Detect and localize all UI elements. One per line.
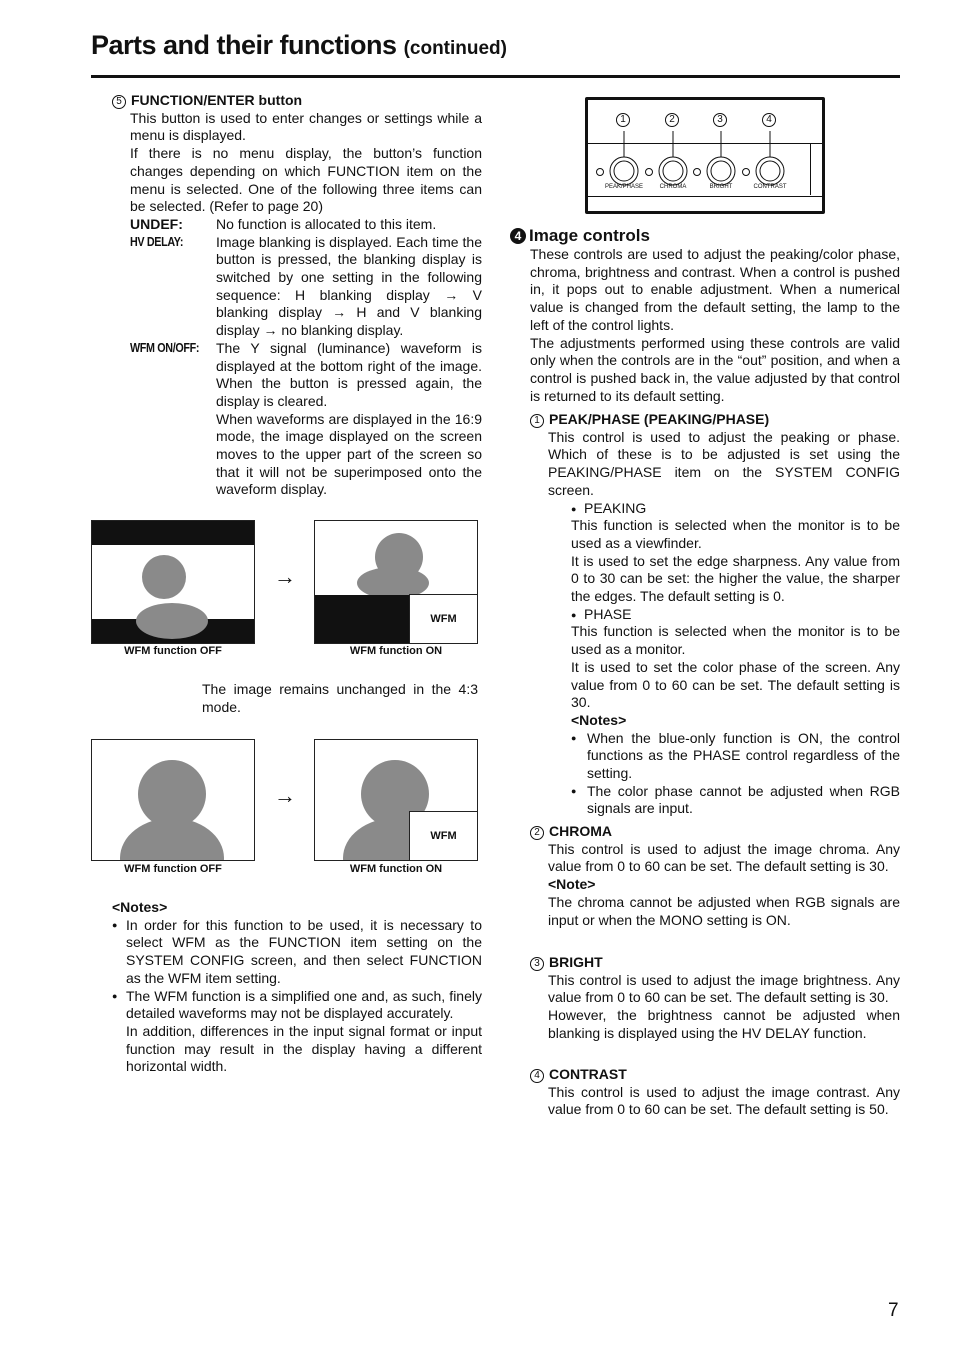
contrast-heading-text: CONTRAST — [549, 1066, 627, 1082]
peak-phase-heading — [530, 411, 900, 429]
hv-delay-body: Image blanking is displayed. Each time the button is pressed, the blanking display is switched by one setting in the following sequence: H blanking display → V blanking display → H and V blanking display → no blanking display. — [216, 233, 482, 339]
circled-number-3: 3 — [530, 957, 544, 971]
peak-phase-section — [530, 411, 900, 818]
function-enter-heading-text: FUNCTION/ENTER button — [131, 92, 303, 108]
panel-number-4: 4 — [762, 113, 776, 127]
wfm-onoff-definition — [130, 340, 482, 499]
peaking-paragraph-1: This function is selected when the monitor is to be used as a viewfinder. — [571, 517, 900, 551]
function-enter-heading — [112, 92, 482, 110]
chroma-heading — [530, 823, 900, 841]
panel-number-2: 2 — [665, 113, 679, 127]
peak-phase-body: This control is used to adjust the peaking or phase. Which of these is to be adjusted is set using the PEAKING/PHASE item on the SYSTEM CONFIG screen. — [548, 428, 900, 498]
phase-label: ● PHASE — [571, 606, 900, 624]
peak-phase-notes-heading: <Notes> — [571, 711, 627, 728]
chroma-section — [530, 823, 900, 929]
circled-number-4: 4 — [530, 1069, 544, 1083]
figure-arrow-1: → — [274, 564, 296, 589]
page-title — [91, 30, 507, 61]
wfm-display-box: WFM — [409, 594, 477, 643]
blanking-area — [315, 595, 410, 643]
page-title-text: Parts and their functions — [91, 30, 397, 60]
panel-number-1: 1 — [616, 113, 630, 127]
bright-heading — [530, 954, 900, 972]
mode-4-3-note: The image remains unchanged in the 4:3 mode. — [202, 681, 478, 715]
figure-16-9-wfm-off — [91, 520, 255, 644]
wfm-onoff-body-2: When waveforms are displayed in the 16:9 mode, the image displayed on the screen moves to the upper part of the screen so that it will not be superimposed onto the waveform display. — [216, 410, 482, 498]
note-2b: In addition, differences in the input signal format or input function may result in the display having a different horizontal width. — [126, 1022, 482, 1075]
bright-section — [530, 954, 900, 1043]
contrast-section — [530, 1066, 900, 1119]
page-title-continued: (continued) — [403, 38, 507, 59]
phase-paragraph-2: It is used to set the color phase of the screen. Any value from 0 to 60 can be set. The default setting is 30. — [571, 658, 900, 711]
bright-body-2: However, the brightness cannot be adjusted when blanking is displayed using the HV DELAY function. — [548, 1007, 900, 1041]
circled-number-1: 1 — [530, 414, 544, 428]
image-controls-paragraph-1: These controls are used to adjust the peaking/color phase, chroma, brightness and contrast. When a control is pushed in, it pops out to enable adjustment. When a numerical value is changed from the default setting, the lamp to the left of the control lights. — [530, 246, 900, 333]
image-controls-paragraph-2: The adjustments performed using these controls are valid only when the controls are in the “out” position, and when a control is pushed back in, the value adjusted by that control is returned to its default setting. — [530, 334, 900, 404]
caption-wfm-off-2: WFM function OFF — [124, 863, 222, 875]
image-controls-heading-text: Image controls — [529, 226, 650, 245]
peaking-paragraph-2: It is used to set the edge sharpness. Any value from 0 to 30 can be set: the higher the value, the sharper the edges. The default setting is 0. — [571, 552, 900, 605]
note-1: ● In order for this function to be used, it is necessary to select WFM as the FUNCTION item setting on the SYSTEM CONFIG screen, and then select FUNCTION as the WFM item setting. — [112, 917, 482, 988]
chroma-body: This control is used to adjust the image chroma. Any value from 0 to 60 can be set. The default setting is 30. — [548, 840, 900, 875]
peaking-label: ● PEAKING — [571, 500, 900, 518]
undef-definition — [130, 216, 482, 234]
bright-heading-text: BRIGHT — [549, 954, 603, 970]
wfm-onoff-body-1: The Y signal (luminance) waveform is displayed at the bottom right of the image. When the button is pressed again, the display is cleared. — [216, 339, 482, 409]
undef-body: No function is allocated to this item. — [216, 215, 437, 232]
chroma-note: The chroma cannot be adjusted when RGB signals are input or when the MONO setting is ON. — [548, 893, 900, 928]
peak-phase-note-1: ● When the blue-only function is ON, the control functions as the PHASE control regardless of the setting. — [571, 730, 900, 783]
caption-wfm-on-1: WFM function ON — [349, 645, 443, 657]
note-2a: ● The WFM function is a simplified one and, as such, finely detailed waveforms may not be displayed accurately. — [112, 988, 482, 1023]
hv-delay-term: HV DELAY: — [130, 234, 184, 249]
filled-number-4: 4 — [510, 228, 526, 244]
undef-term: UNDEF: — [130, 215, 183, 232]
panel-label-chroma: CHROMA — [659, 184, 687, 190]
panel-number-3: 3 — [713, 113, 727, 127]
circled-number-2: 2 — [530, 826, 544, 840]
phase-paragraph-1: This function is selected when the monitor is to be used as a monitor. — [571, 623, 900, 658]
image-controls-intro — [530, 246, 900, 405]
person-silhouette-icon — [92, 521, 254, 643]
panel-label-contrast: CONTRAST — [753, 184, 787, 190]
panel-label-bright: BRIGHT — [709, 184, 733, 190]
contrast-body: This control is used to adjust the image contrast. Any value from 0 to 60 can be set. The default setting is 50. — [548, 1083, 900, 1118]
circled-number-5: 5 — [112, 95, 126, 109]
page-number: 7 — [888, 1300, 899, 1321]
function-enter-paragraph-2: If there is no menu display, the button’s function changes depending on which FUNCTION item on the menu is selected. One of the following three items can be selected. (Refer to page 20) — [130, 145, 482, 215]
chroma-heading-text: CHROMA — [549, 823, 612, 839]
image-controls-heading — [510, 226, 650, 246]
peak-phase-note-2: ● The color phase cannot be adjusted when RGB signals are input. — [571, 783, 900, 818]
notes-section — [112, 899, 482, 1076]
caption-wfm-on-2: WFM function ON — [349, 863, 443, 875]
peak-phase-heading-text: PEAK/PHASE (PEAKING/PHASE) — [549, 411, 770, 427]
chroma-note-heading: <Note> — [548, 876, 596, 893]
function-enter-section — [112, 92, 482, 499]
notes-heading: <Notes> — [112, 899, 168, 915]
bright-body-1: This control is used to adjust the image brightness. Any value from 0 to 60 can be set. The default setting is 30. — [548, 971, 900, 1006]
control-panel-illustration — [585, 97, 825, 214]
figure-16-9-wfm-on — [314, 520, 478, 644]
panel-label-peak-phase: PEAK/PHASE — [604, 184, 643, 190]
hv-delay-definition — [130, 234, 482, 340]
contrast-heading — [530, 1066, 900, 1084]
function-enter-paragraph-1: This button is used to enter changes or settings while a menu is displayed. — [130, 109, 482, 144]
figure-arrow-2: → — [274, 783, 296, 808]
figure-4-3-wfm-on — [314, 739, 478, 861]
wfm-onoff-term: WFM ON/OFF: — [130, 340, 200, 355]
caption-wfm-off-1: WFM function OFF — [124, 645, 222, 657]
person-silhouette-icon — [92, 740, 254, 860]
header-rule — [91, 75, 900, 78]
wfm-display-box: WFM — [409, 811, 477, 860]
figure-4-3-wfm-off — [91, 739, 255, 861]
